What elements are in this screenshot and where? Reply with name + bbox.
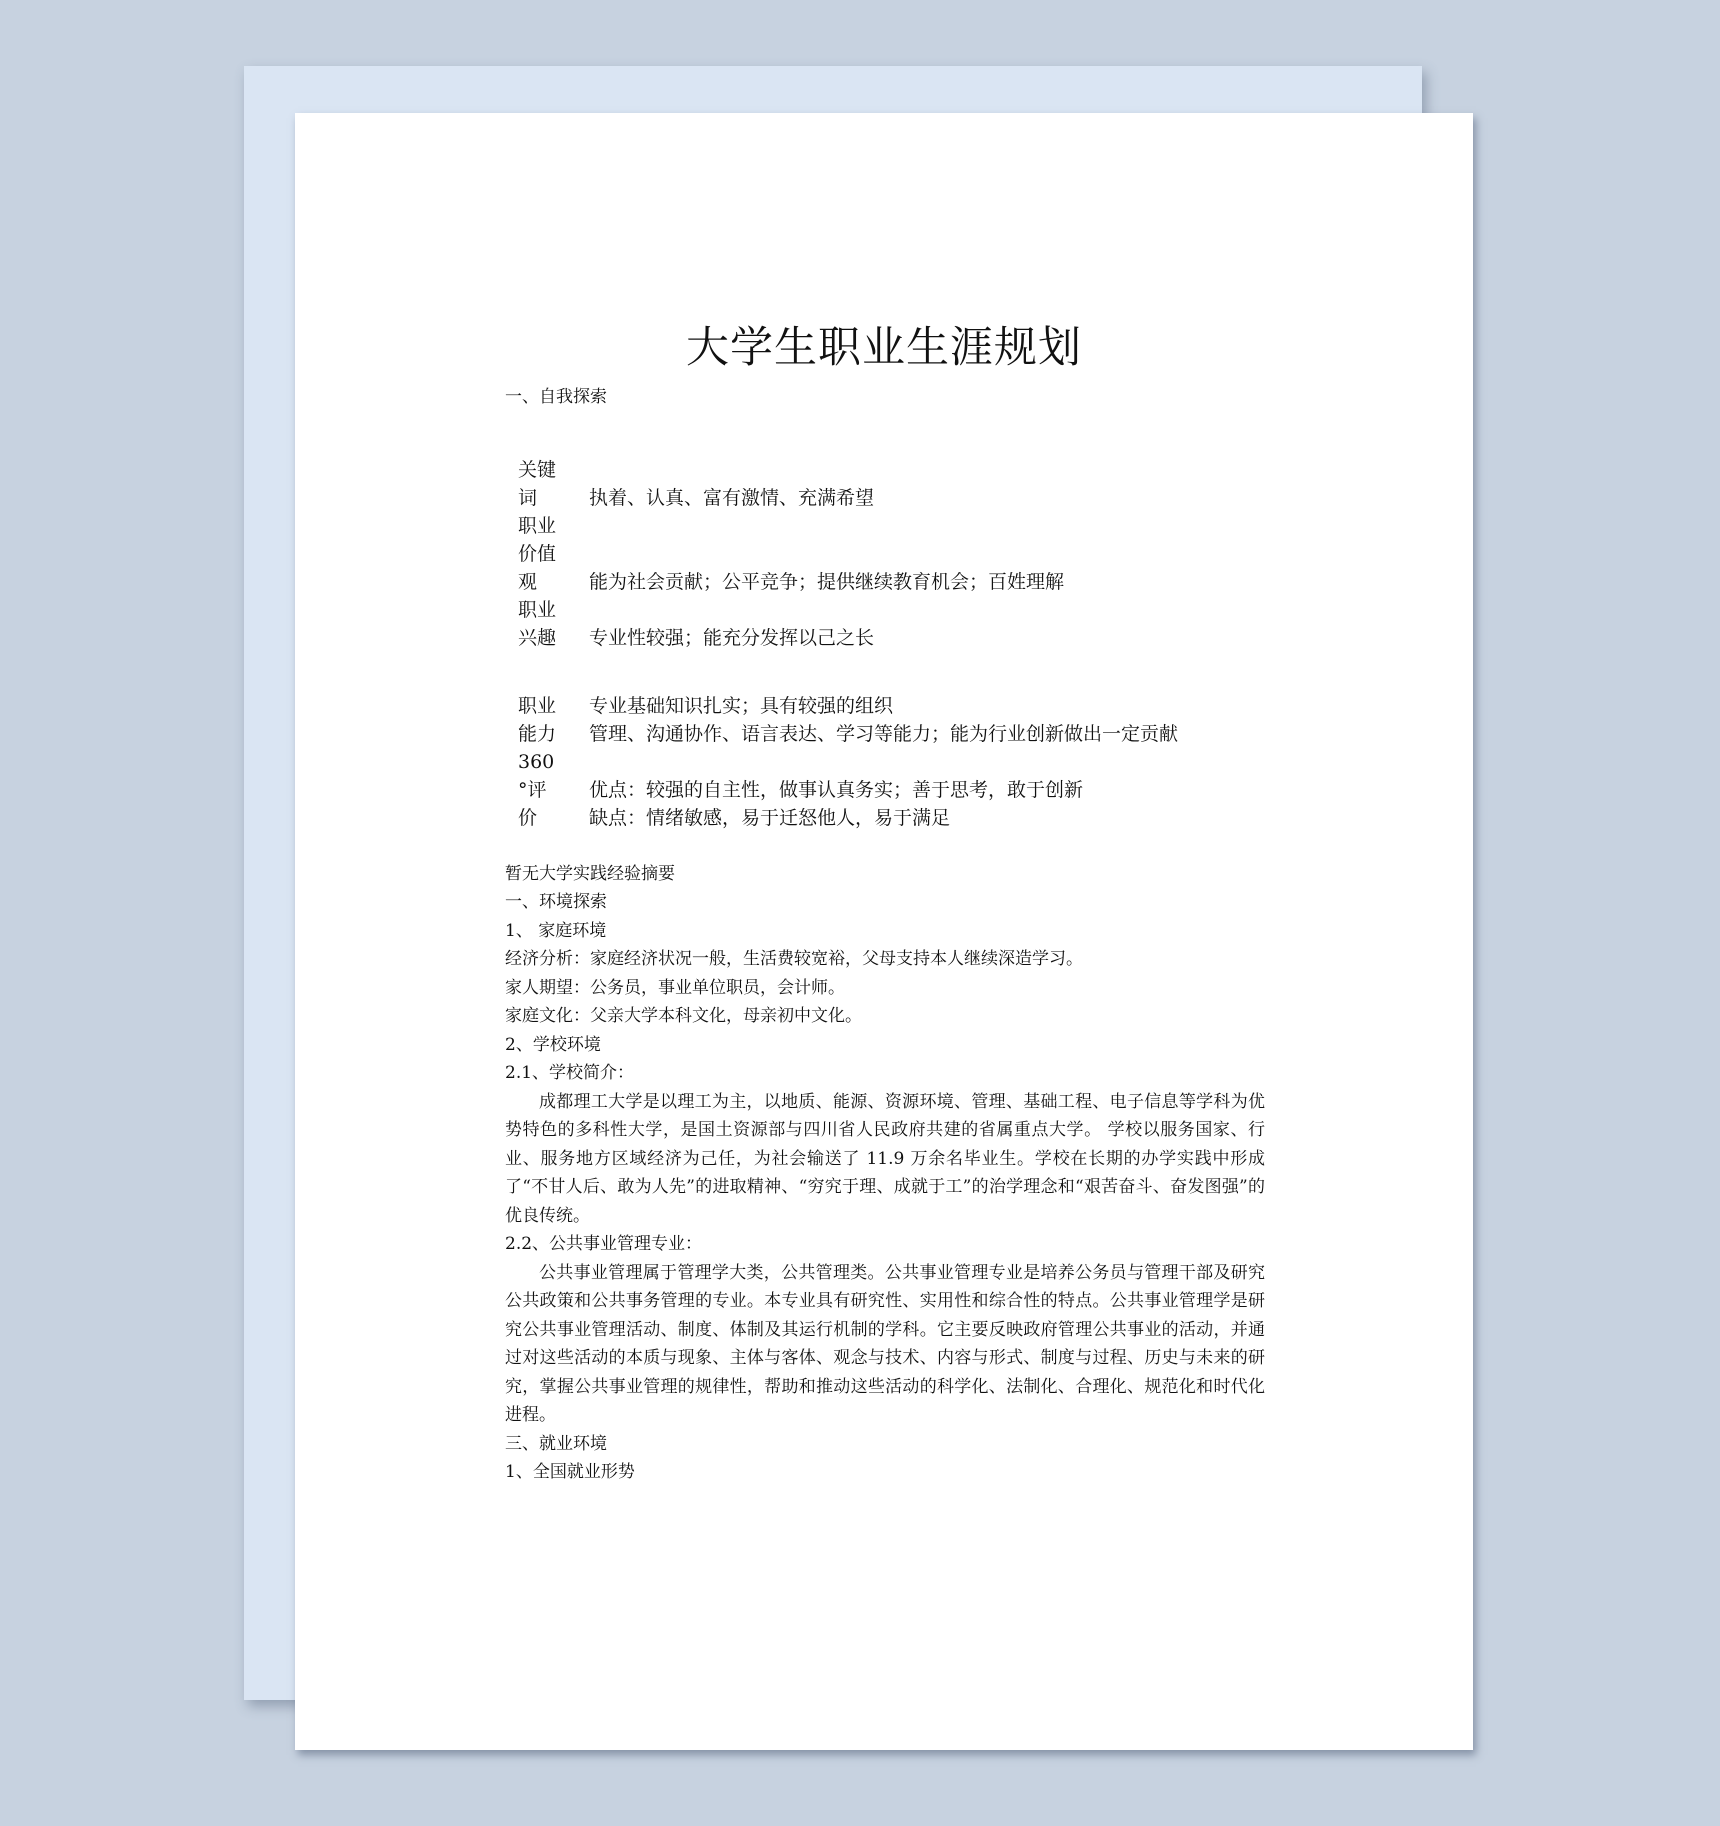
major-paragraph: 公共事业管理属于管理学大类，公共管理类。公共事业管理专业是培养公务员与管理干部及研究公共政策和公共事务管理的专业。本专业具有研究性、实用性和综合性的特点。公共事业管理学是研究公共事业管理活动、制度、体制及其运行机制的学科。它主要反映政府管理公共事业的活动，并通过对这些活动的本质与现象、主体与客体、观念与技术、内容与形式、制度与过程、历史与未来的研究，掌握公共事业管理的规律性，帮助和推动这些活动的科学化、法制化、合理化、规范化和时代化进程。 (505, 1262, 1265, 1425)
row-value: 专业性较强；能充分发挥以己之长 (589, 626, 875, 649)
document-body (505, 383, 1265, 1487)
subheading-major: 2.2、公共事业管理专业： (505, 1234, 703, 1254)
school-intro-paragraph: 成都理工大学是以理工为主，以地质、能源、资源环境、管理、基础工程、电子信息等学科为优势特色的多科性大学，是国土资源部与四川省人民政府共建的省属重点大学。 学校以服务国家、行业、服务地方区域经济为己任，为社会输送了 11.9 万余名毕业生。学校在长期的办学实践中形成了“不甘人后、敢为人先”的进取精神、“穷究于理、成就于工”的治学理念和“艰苦奋斗、奋发图强”的优良传统。 (505, 1091, 1265, 1226)
row-value: 专业基础知识扎实；具有较强的组织 管理、沟通协作、语言表达、学习等能力；能为行业创新做出一定贡献 (589, 694, 1179, 745)
self-assessment-table (518, 456, 1265, 832)
family-culture: 家庭文化：父亲大学本科文化，母亲初中文化。 (505, 1006, 862, 1026)
row-label: 职业 价值 观 (518, 514, 557, 593)
row-value: 能为社会贡献；公平竞争；提供继续教育机会；百姓理解 (589, 570, 1065, 593)
row-label: 360 °评 价 (518, 750, 555, 829)
row-label: 职业 能力 (518, 694, 557, 745)
family-expectation: 家人期望：公务员，事业单位职员，会计师。 (505, 977, 845, 998)
family-economy: 经济分析：家庭经济状况一般，生活费较宽裕，父母支持本人继续深造学习。 (505, 949, 1083, 969)
section-heading-employment: 三、就业环境 (505, 1433, 607, 1454)
table-row-career-interest (518, 596, 1265, 652)
section-heading-environment: 一、环境探索 (505, 892, 607, 912)
document-title: 大学生职业生涯规划 (686, 323, 1082, 373)
subheading-family: 1、 家庭环境 (505, 920, 607, 941)
table-row-career-values (518, 512, 1265, 596)
subheading-school-intro: 2.1、学校简介： (505, 1063, 635, 1083)
row-value: 优点：较强的自主性，做事认真务实；善于思考，敢于创新 缺点：情绪敏感，易于迁怒他人，易于满足 (589, 778, 1084, 829)
row-label: 职业 兴趣 (518, 598, 557, 649)
table-row-keywords (518, 456, 1265, 512)
table-row-360-evaluation (518, 748, 1265, 832)
document-page (295, 113, 1473, 1750)
table-row-career-ability (518, 692, 1265, 748)
section-heading-self-exploration: 一、自我探索 (505, 387, 607, 407)
practice-summary: 暂无大学实践经验摘要 (505, 863, 675, 884)
row-label: 关键 词 (518, 458, 557, 509)
subheading-school: 2、学校环境 (505, 1034, 601, 1055)
row-value: 执着、认真、富有激情、充满希望 (589, 486, 875, 509)
subheading-national-employment: 1、全国就业形势 (505, 1462, 635, 1482)
